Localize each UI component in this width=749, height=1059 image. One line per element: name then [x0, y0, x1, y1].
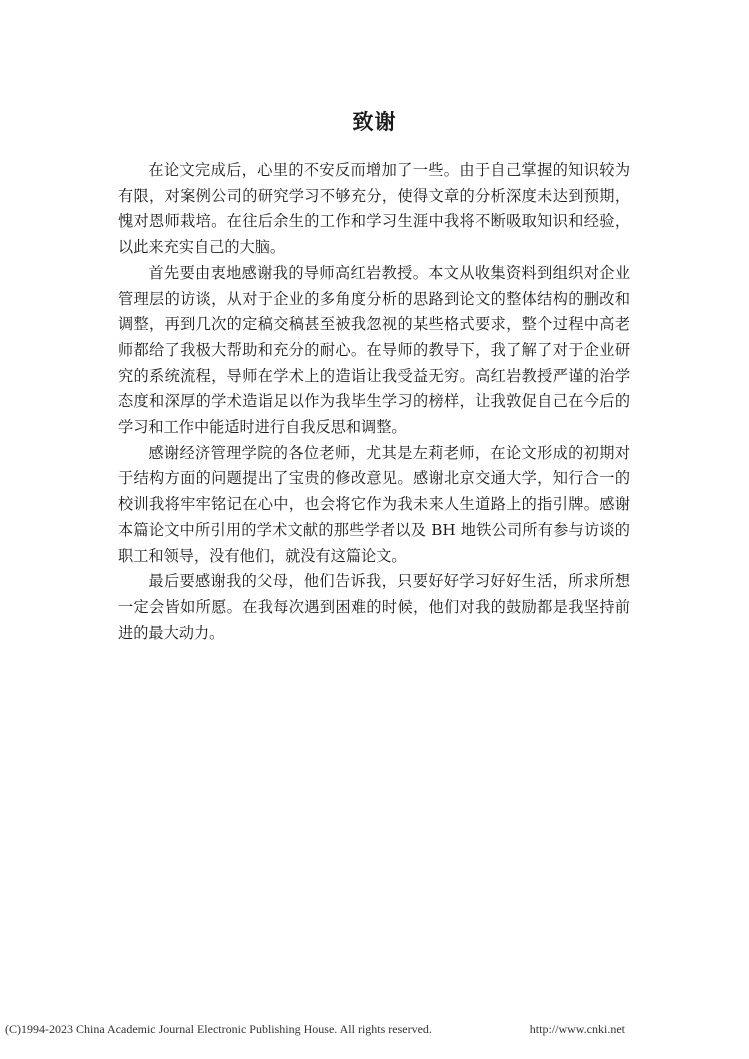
paragraph-3: 感谢经济管理学院的各位老师，尤其是左莉老师，在论文形成的初期对于结构方面的问题提出了宝贵的修改意见。感谢北京交通大学，知行合一的校训我将牢牢铭记在心中，也会将它作为我未来人生道路上的指引牌。感谢本篇论文中所引用的学术文献的那些学者以及 BH 地铁公司所有参与访谈的职工和领导，没有他们，就没有这篇论文。 — [118, 443, 630, 565]
paragraph-1: 在论文完成后，心里的不安反而增加了一些。由于自己掌握的知识较为有限，对案例公司的研究学习不够充分，使得文章的分析深度未达到预期，愧对恩师栽培。在往后余生的工作和学习生涯中我将不断吸取知识和经验，以此来充实自己的大脑。 — [118, 161, 630, 257]
acknowledgement-body — [118, 158, 630, 646]
paragraph-2: 首先要由衷地感谢我的导师高红岩教授。本文从收集资料到组织对企业管理层的访谈，从对于企业的多角度分析的思路到论文的整体结构的删改和调整，再到几次的定稿交稿甚至被我忽视的某些格式要求，整个过程中高老师都给了我极大帮助和充分的耐心。在导师的教导下，我了解了对于企业研究的系统流程，导师在学术上的造诣让我受益无穷。高红岩教授严谨的治学态度和深厚的学术造诣足以作为我毕生学习的榜样，让我敦促自己在今后的学习和工作中能适时进行自我反思和调整。 — [118, 263, 630, 437]
copyright-notice: (C)1994-2023 China Academic Journal Electronic Publishing House. All rights reserved. — [5, 1022, 432, 1036]
paragraph-4: 最后要感谢我的父母，他们告诉我，只要好好学习好好生活，所求所想一定会皆如所愿。在我每次遇到困难的时候，他们对我的鼓励都是我坚持前进的最大动力。 — [118, 572, 630, 642]
page-title: 致谢 — [352, 110, 397, 134]
footer-url: http://www.cnki.net — [529, 1022, 625, 1036]
